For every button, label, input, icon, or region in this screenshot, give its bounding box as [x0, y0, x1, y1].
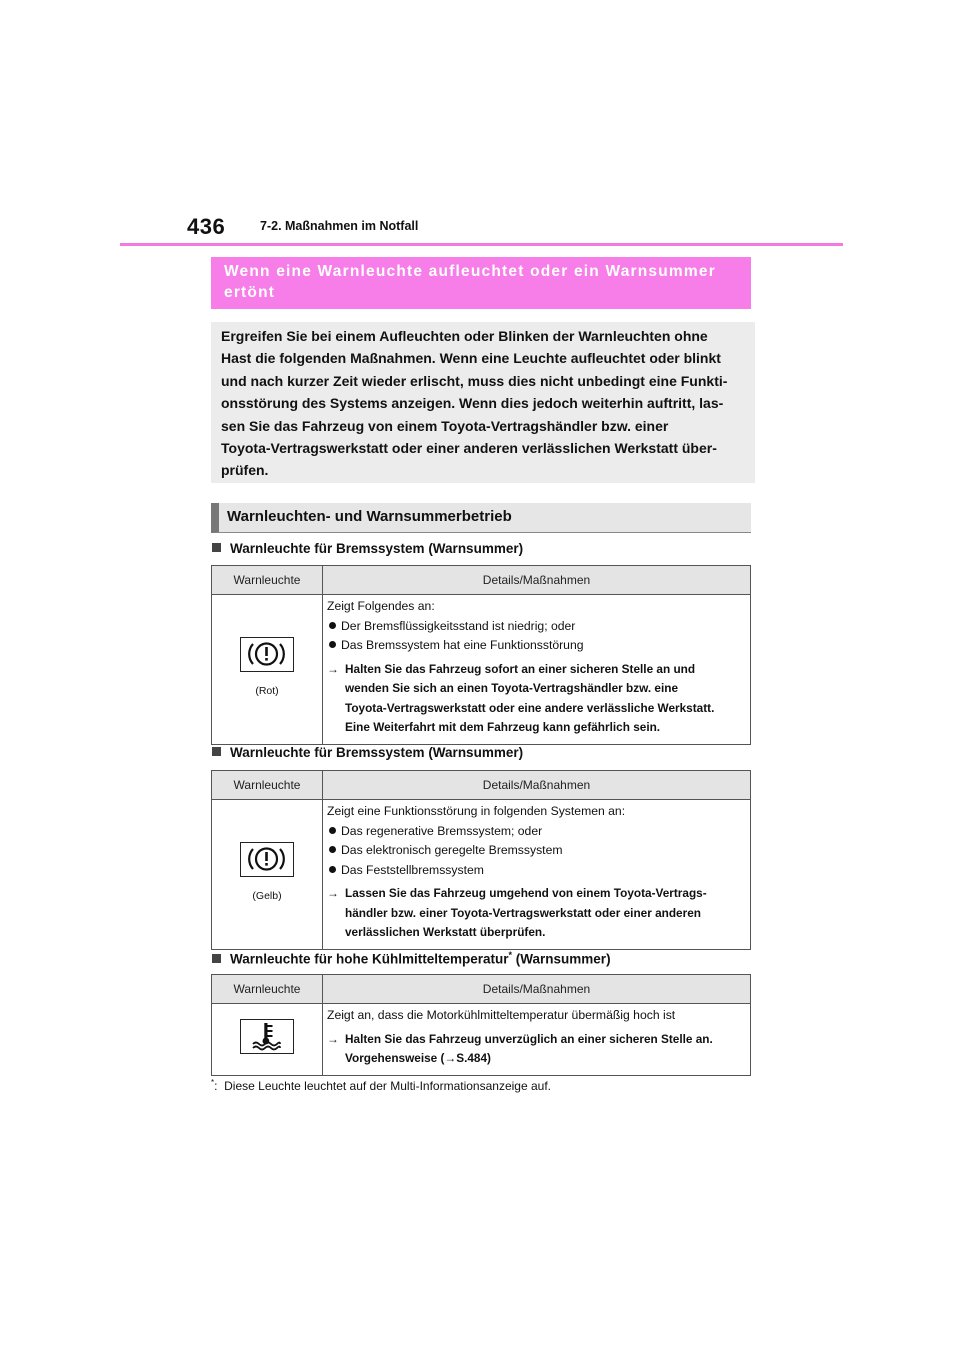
footnote: *: Diese Leuchte leuchtet auf der Multi-Informationsanzeige auf. [211, 1078, 551, 1093]
col-header-warnleuchte: Warnleuchte [212, 566, 323, 595]
table-header-row [212, 566, 751, 595]
square-bullet-icon [212, 543, 221, 552]
intro-line: prüfen. [221, 462, 269, 479]
bullet-icon [329, 827, 336, 834]
bullet-icon [329, 866, 336, 873]
table-row [212, 1004, 751, 1076]
arrow-icon: → [327, 661, 339, 676]
list-item: Das elektronisch geregelte Bremssystem [327, 841, 744, 861]
warning-table [211, 770, 751, 950]
subsection-heading: Warnleuchte für Bremssystem (Warnsummer) [212, 745, 523, 760]
list-item: Das Bremssystem hat eine Funktionsstörung [327, 636, 744, 656]
details-cell: Zeigt an, dass die Motorkühlmitteltemperatur übermäßig hoch ist → Halten Sie das Fahrzeug unverzüglich an einer sicheren Stelle an. Vorgehensweise (→S.484) [323, 1004, 751, 1076]
bullet-icon [329, 641, 336, 648]
footnote-mark: * [211, 1078, 215, 1087]
col-header-warnleuchte: Warnleuchte [212, 771, 323, 800]
icon-color-label: (Rot) [255, 684, 279, 697]
subsection-heading: Warnleuchte für hohe Kühlmitteltemperatur* (Warnsummer) [212, 950, 611, 967]
arrow-icon: → [327, 1031, 339, 1046]
chapter-title: 7-2. Maßnahmen im Notfall [260, 219, 419, 233]
intro-line: Hast die folgenden Maßnahmen. Wenn eine Leuchte aufleuchtet oder blinkt [221, 350, 721, 367]
header-rule [120, 243, 843, 246]
action-text: → Halten Sie das Fahrzeug unverzüglich an einer sicheren Stelle an. Vorgehensweise (→S.484) [327, 1030, 744, 1069]
list-item: Der Bremsflüssigkeitsstand ist niedrig; oder [327, 617, 744, 637]
intro-line: onsstörung des Systems anzeigen. Wenn dies jedoch weiterhin auftritt, las- [221, 395, 724, 412]
footnote-mark: * [508, 950, 513, 960]
col-header-details: Details/Maßnahmen [323, 566, 751, 595]
section-heading: Warnleuchten- und Warnsummerbetrieb [211, 503, 751, 533]
table-row [212, 800, 751, 950]
action-text: → Halten Sie das Fahrzeug sofort an einer sicheren Stelle an und wenden Sie sich an einen Toyota-Vertragshändler bzw. eine Toyota-Vertragswerkstatt oder eine andere verlässliche Werkstatt. Eine Weiterfahrt mit dem Fahrzeug kann gefährlich sein. [327, 660, 744, 738]
intro-line: und nach kurzer Zeit wieder erlischt, muss dies nicht unbedingt eine Funkti- [221, 372, 728, 389]
icon-color-label: (Gelb) [252, 889, 282, 902]
col-header-details: Details/Maßnahmen [323, 771, 751, 800]
intro-line: Toyota-Vertragswerkstatt oder einer anderen verlässlichen Werkstatt über- [221, 440, 717, 457]
brake-warning-icon [240, 637, 294, 672]
square-bullet-icon [212, 747, 221, 756]
col-header-details: Details/Maßnahmen [323, 975, 751, 1004]
list-item: Das Feststellbremssystem [327, 861, 744, 881]
intro-line: sen Sie das Fahrzeug von einem Toyota-Vertragshändler bzw. einer [221, 417, 669, 434]
brake-warning-icon [240, 842, 294, 877]
bullet-icon [329, 622, 336, 629]
warning-table [211, 974, 751, 1076]
details-cell: Zeigt eine Funktionsstörung in folgenden Systemen an: Das regenerative Bremssystem; oder Das elektronisch geregelte Bremssystem Das Feststellbremssystem → Lassen Sie das Fahrzeug umgehend von einem Toyota-Vertrags- händler bzw. einer Toyota-Vertragswerkstatt oder einer anderen verlässlichen Werkstatt überprüfen. [323, 800, 751, 950]
table-row [212, 595, 751, 745]
section-title: Wenn eine Warnleuchte aufleuchtet oder ein Warnsummer ertönt [211, 257, 751, 309]
square-bullet-icon [212, 954, 221, 963]
arrow-icon: → [327, 886, 339, 900]
page-number: 436 [187, 214, 226, 239]
col-header-warnleuchte: Warnleuchte [212, 975, 323, 1004]
details-cell: Zeigt Folgendes an: Der Bremsflüssigkeitsstand ist niedrig; oder Das Bremssystem hat eine Funktionsstörung → Halten Sie das Fahrzeug sofort an einer sicheren Stelle an und wenden Sie sich an einen Toyota-Vertragshändler bzw. eine Toyota-Vertragswerkstatt oder eine andere verlässliche Werkstatt. Eine Weiterfahrt mit dem Fahrzeug kann gefährlich sein. [323, 595, 751, 745]
subsection-heading: Warnleuchte für Bremssystem (Warnsummer) [212, 541, 523, 556]
intro-box [211, 322, 755, 483]
coolant-temperature-icon [240, 1019, 294, 1054]
table-header-row [212, 771, 751, 800]
list-item: Das regenerative Bremssystem; oder [327, 822, 744, 842]
warning-table [211, 565, 751, 745]
intro-line: Ergreifen Sie bei einem Aufleuchten oder Blinken der Warnleuchten ohne [221, 328, 708, 344]
bullet-icon [329, 846, 336, 853]
table-header-row [212, 975, 751, 1004]
action-text: → Lassen Sie das Fahrzeug umgehend von einem Toyota-Vertrags- händler bzw. einer Toyota-Vertragswerkstatt oder einer anderen verlässlichen Werkstatt überprüfen. [327, 884, 744, 943]
